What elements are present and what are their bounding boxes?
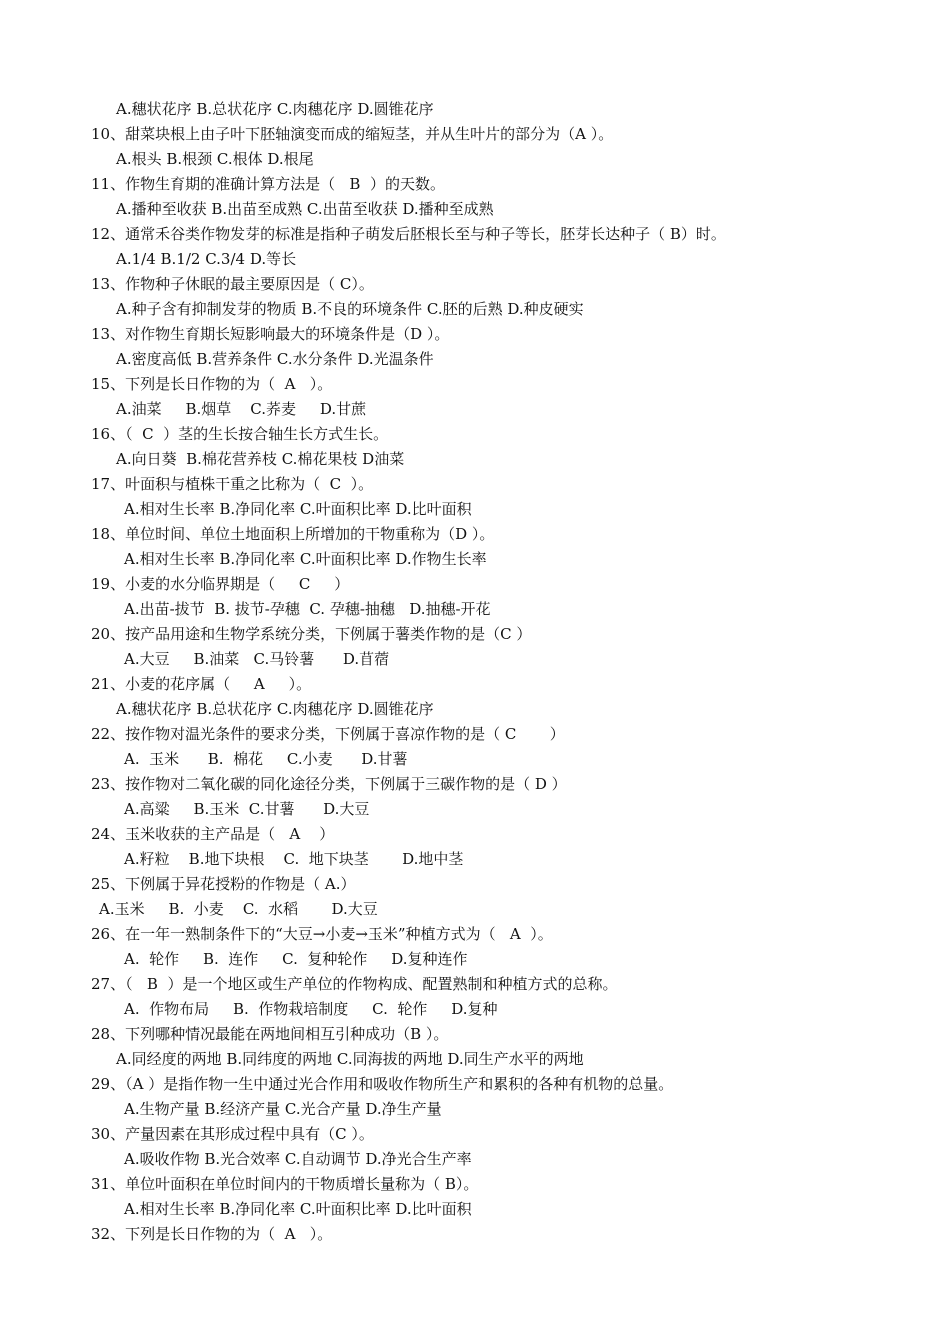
answer-options-line: A.大豆 B.油菜 C.马铃薯 D.苜蓿 [124,650,390,668]
answer-options-line: A.出苗-拔节 B. 拔节-孕穗 C. 孕穗-抽穗 D.抽穗-开花 [124,600,491,618]
answer-options-line: A.向日葵 B.棉花营养枝 C.棉花果枝 D油菜 [116,450,405,468]
question-line: 15、下列是长日作物的为（ A ）。 [91,375,333,393]
question-line: 10、甜菜块根上由子叶下胚轴演变而成的缩短茎，并从生叶片的部分为（A ）。 [91,125,614,143]
question-line: 19、小麦的水分临界期是（ C ） [91,575,350,593]
question-line: 20、按产品用途和生物学系统分类，下例属于薯类作物的是（C ） [91,625,532,643]
answer-options-line: A.1/4 B.1/2 C.3/4 D.等长 [116,250,297,268]
question-line: 28、下列哪种情况最能在两地间相互引种成功（B ）。 [91,1025,449,1043]
answer-options-line: A.籽粒 B.地下块根 C. 地下块茎 D.地中茎 [124,850,464,868]
answer-options-line: A.相对生长率 B.净同化率 C.叶面积比率 D.比叶面积 [124,500,472,518]
answer-options-line: A.同经度的两地 B.同纬度的两地 C.同海拔的两地 D.同生产水平的两地 [116,1050,584,1068]
answer-options-line: A.种子含有抑制发芽的物质 B.不良的环境条件 C.胚的后熟 D.种皮硬实 [116,300,584,318]
question-line: 12、通常禾谷类作物发芽的标准是指种子萌发后胚根长至与种子等长，胚芽长达种子（ B）时。 [91,225,726,243]
answer-options-line: A.相对生长率 B.净同化率 C.叶面积比率 D.作物生长率 [124,550,487,568]
question-line: 32、下列是长日作物的为（ A ）。 [91,1225,333,1243]
answer-options-line: A.玉米 B. 小麦 C. 水稻 D.大豆 [99,900,378,918]
answer-options-line: A.密度高低 B.营养条件 C.水分条件 D.光温条件 [116,350,434,368]
answer-options-line: A.生物产量 B.经济产量 C.光合产量 D.净生产量 [124,1100,442,1118]
answer-options-line: A. 轮作 B. 连作 C. 复种轮作 D.复种连作 [124,950,468,968]
answer-options-line: A. 玉米 B. 棉花 C.小麦 D.甘薯 [124,750,408,768]
answer-options-line: A.相对生长率 B.净同化率 C.叶面积比率 D.比叶面积 [124,1200,472,1218]
question-line: 23、按作物对二氧化碳的同化途径分类，下例属于三碳作物的是（ D ） [91,775,567,793]
question-line: 30、产量因素在其形成过程中具有（C ）。 [91,1125,374,1143]
question-line: 16、（ C ）茎的生长按合轴生长方式生长。 [91,425,389,443]
question-line: 13、作物种子休眠的最主要原因是（ C）。 [91,275,374,293]
question-line: 26、在一年一熟制条件下的“大豆→小麦→玉米”种植方式为（ A ）。 [91,925,553,943]
answer-options-line: A.根头 B.根颈 C.根体 D.根尾 [116,150,314,168]
answer-options-line: A.穗状花序 B.总状花序 C.肉穗花序 D.圆锥花序 [116,100,434,118]
answer-options-line: A. 作物布局 B. 作物栽培制度 C. 轮作 D.复种 [124,1000,498,1018]
answer-options-line: A.播种至收获 B.出苗至成熟 C.出苗至收获 D.播种至成熟 [116,200,494,218]
question-line: 29、（A ）是指作物一生中通过光合作用和吸收作物所生产和累积的各种有机物的总量。 [91,1075,674,1093]
question-line: 18、单位时间、单位土地面积上所增加的干物重称为（D ）。 [91,525,495,543]
question-line: 21、小麦的花序属（ A ）。 [91,675,312,693]
question-line: 13、对作物生育期长短影响最大的环境条件是（D ）。 [91,325,450,343]
question-line: 24、玉米收获的主产品是（ A ） [91,825,335,843]
answer-options-line: A.高粱 B.玉米 C.甘薯 D.大豆 [124,800,370,818]
answer-options-line: A.吸收作物 B.光合效率 C.自动调节 D.净光合生产率 [124,1150,472,1168]
answer-options-line: A.油菜 B.烟草 C.荞麦 D.甘蔗 [116,400,367,418]
question-line: 25、下例属于异花授粉的作物是（ A.） [91,875,356,893]
question-line: 27、（ B ）是一个地区或生产单位的作物构成、配置熟制和种植方式的总称。 [91,975,618,993]
question-line: 11、作物生育期的准确计算方法是（ B ）的天数。 [91,175,445,193]
question-line: 17、叶面积与植株干重之比称为（ C ）。 [91,475,374,493]
answer-options-line: A.穗状花序 B.总状花序 C.肉穗花序 D.圆锥花序 [116,700,434,718]
question-line: 22、按作物对温光条件的要求分类，下例属于喜凉作物的是（ C ） [91,725,565,743]
question-line: 31、单位叶面积在单位时间内的干物质增长量称为（ B）。 [91,1175,479,1193]
